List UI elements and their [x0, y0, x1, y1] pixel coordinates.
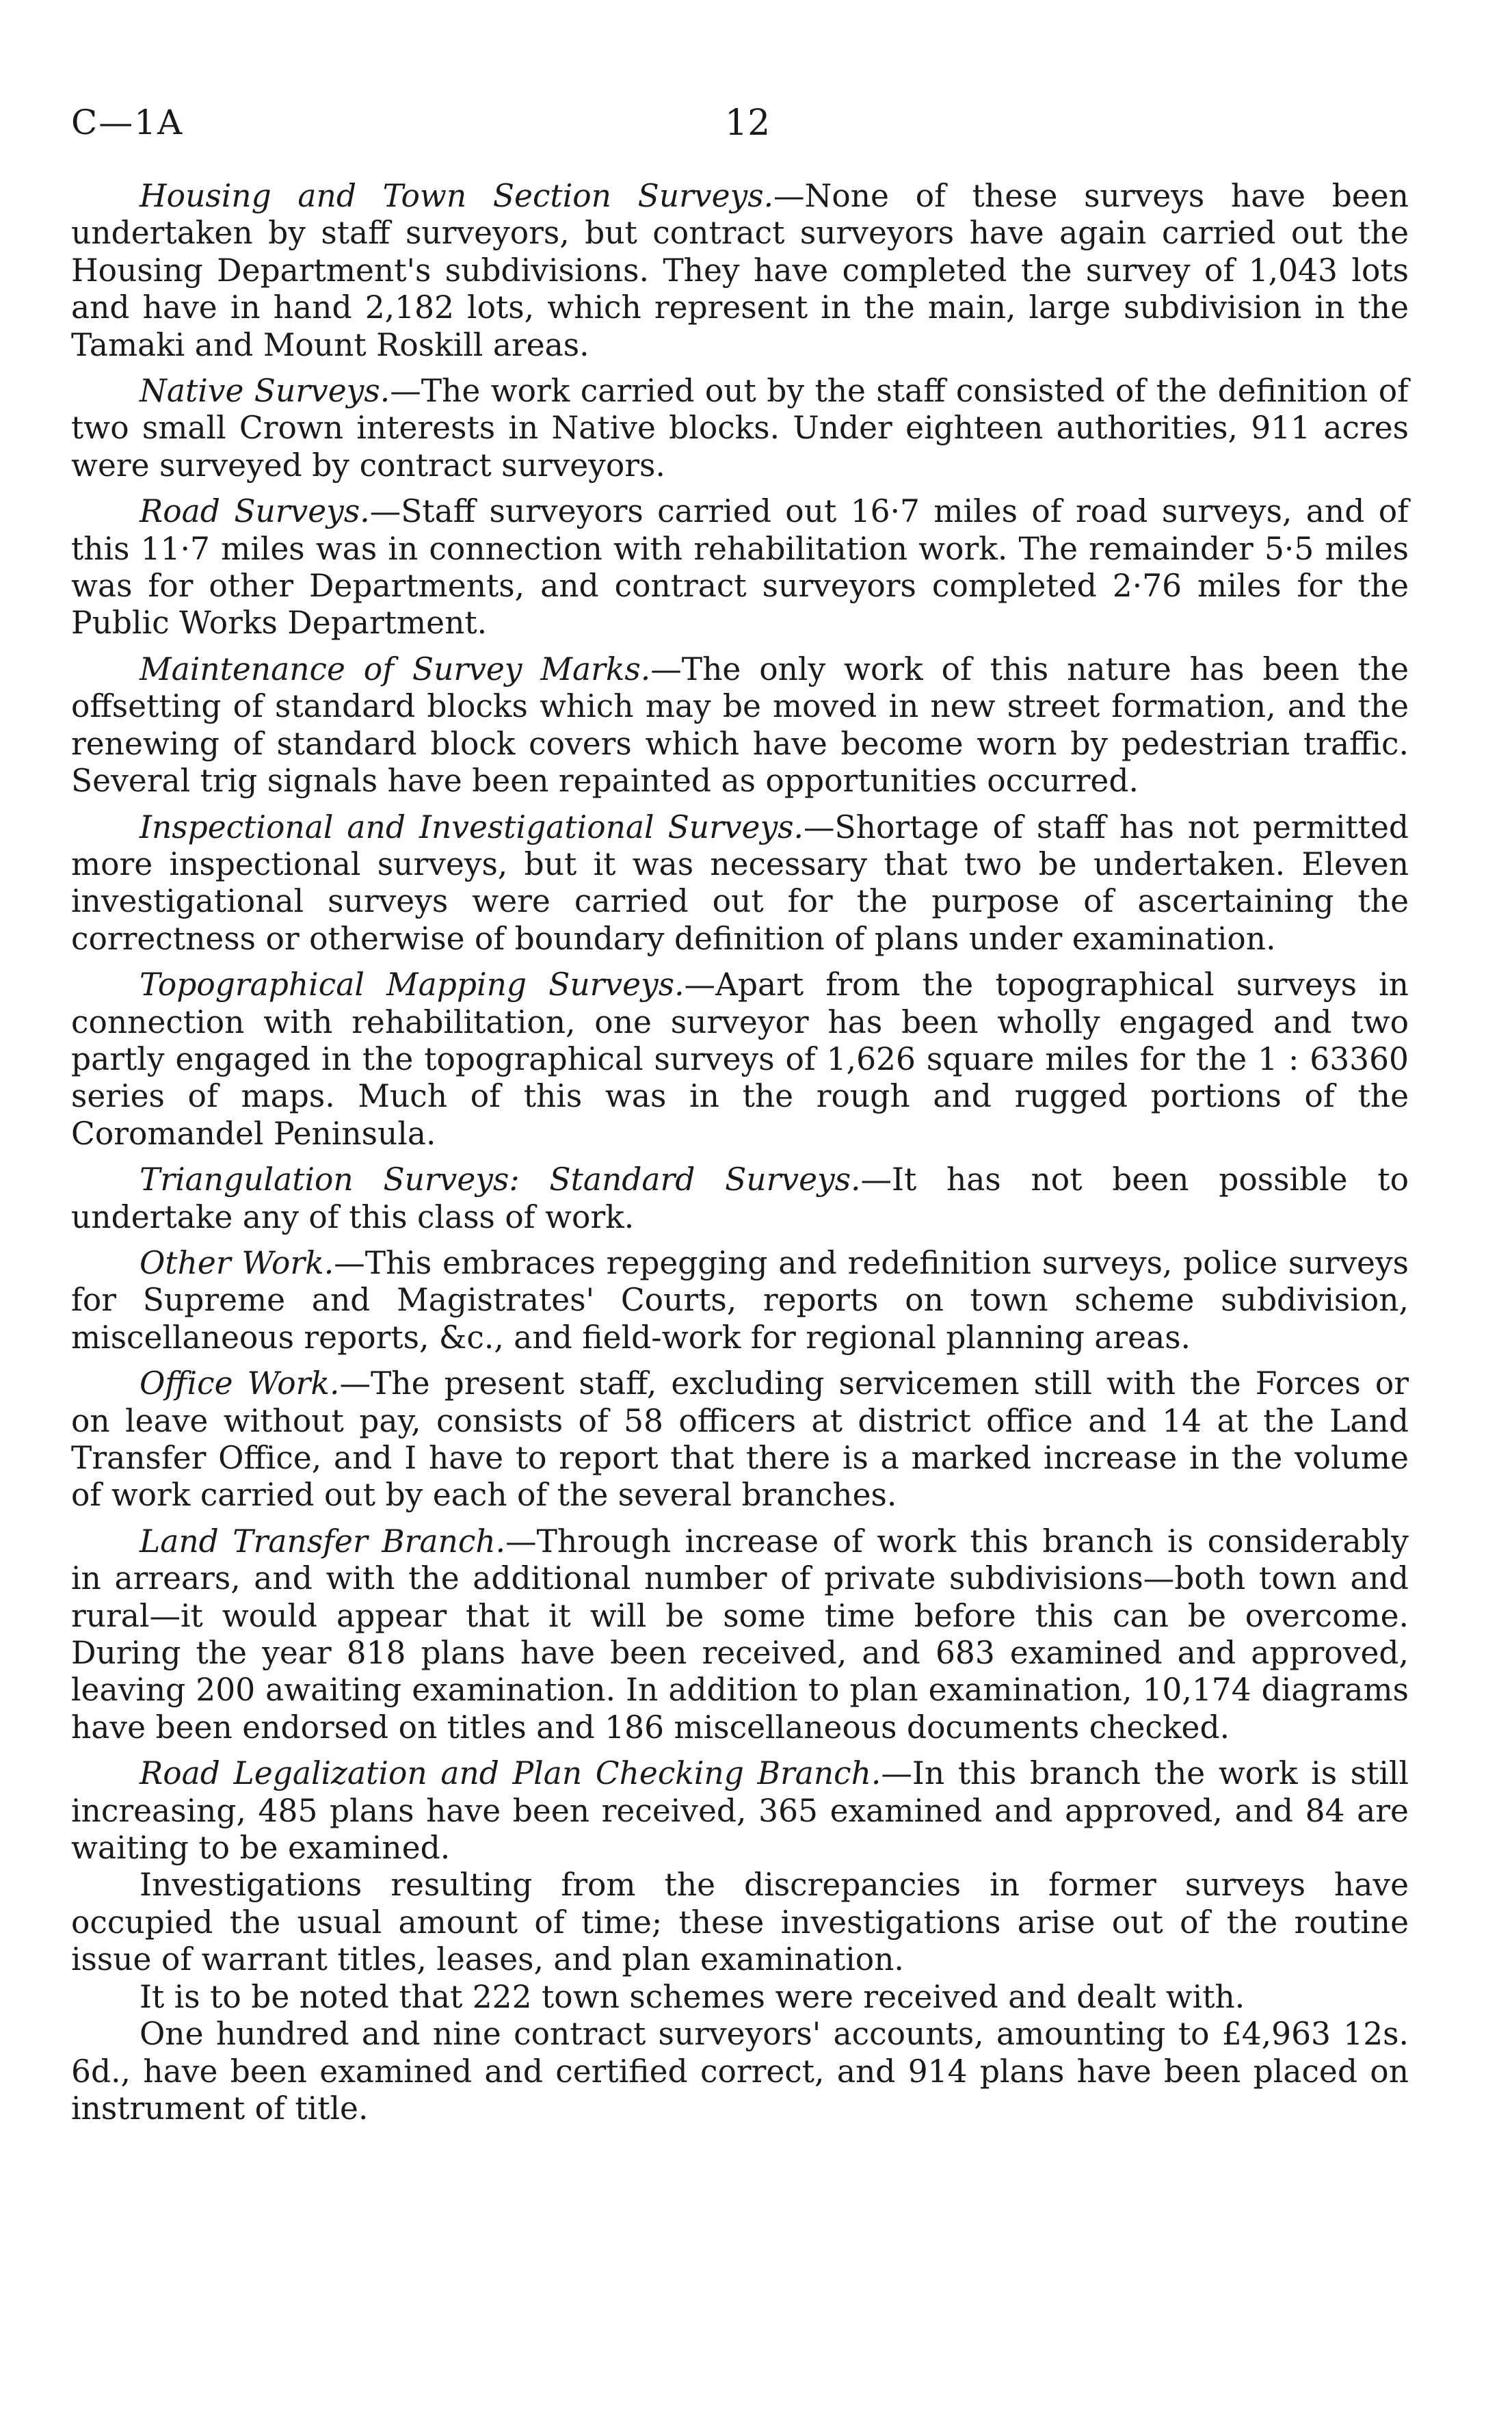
paragraph-heading: Maintenance of Survey Marks.	[140, 651, 651, 687]
paragraph-triangulation-surveys	[71, 1161, 1409, 1236]
paragraph-heading: Housing and Town Section Surveys.	[140, 178, 774, 214]
paragraph-native-surveys	[71, 373, 1409, 484]
paragraph-contract-accounts	[71, 2016, 1409, 2127]
paragraph-text: —It has not been possible to undertake any of this class of work.	[71, 1161, 1409, 1235]
paragraph-investigations	[71, 1867, 1409, 1978]
paragraph-heading: Triangulation Surveys: Standard Surveys.	[140, 1161, 861, 1198]
page-header	[71, 103, 1409, 178]
paragraph-text: —In this branch the work is still increasing, 485 plans have been received, 365 examined and approved, and 84 are waiting to be examined.	[71, 1755, 1409, 1867]
page-number: 12	[725, 103, 771, 144]
paragraph-road-surveys	[71, 493, 1409, 642]
paragraph-heading: Topographical Mapping Surveys.	[140, 967, 685, 1003]
paragraph-housing-surveys	[71, 178, 1409, 364]
paragraph-text: —Shortage of staff has not permitted more inspectional surveys, but it was necessary that two be undertaken. Eleven investigational surveys were carried out for the purpose of ascertaining the correctness or otherwise of boundary definition of plans under examination.	[71, 809, 1409, 957]
paragraph-office-work	[71, 1365, 1409, 1514]
paragraph-heading: Inspectional and Investigational Surveys.	[140, 809, 804, 845]
paragraph-heading: Other Work.	[140, 1244, 334, 1281]
body-text	[71, 178, 1409, 2127]
paragraph-text: —The present staff, excluding servicemen still with the Forces or on leave without pay, consists of 58 officers at district office and 14 at the Land Transfer Office, and I have to report that there is a marked increase in the volume of work carried out by each of the several branches.	[71, 1365, 1409, 1514]
paragraph-text: —The only work of this nature has been the offsetting of standard blocks which may be moved in new street formation, and the renewing of standard block covers which have become worn by pedestrian traffic. Several trig signals have been repainted as opportunities occurred.	[71, 651, 1409, 800]
paragraph-text: —The work carried out by the staff consisted of the definition of two small Crown interests in Native blocks. Under eighteen authorities, 911 acres were surveyed by contract surveyors.	[71, 373, 1409, 484]
paragraph-text: —Staff surveyors carried out 16·7 miles of road surveys, and of this 11·7 miles was in connection with rehabilitation work. The remainder 5·5 miles was for other Departments, and contract surveyors completed 2·76 miles for the Public Works Department.	[71, 493, 1409, 642]
paragraph-heading: Road Surveys.	[140, 493, 370, 530]
paragraph-text: —Through increase of work this branch is considerably in arrears, and with the additional number of private subdivisions—both town and rural—it would appear that it will be some time before this can be overcome. During the year 818 plans have been received, and 683 examined and approved, leaving 200 awaiting examination. In addition to plan examination, 10,174 diagrams have been endorsed on titles and 186 miscellaneous documents checked.	[71, 1523, 1409, 1746]
document-page	[71, 103, 1409, 2127]
paragraph-inspectional-surveys	[71, 809, 1409, 958]
paragraph-text: —This embraces repegging and redefinition surveys, police surveys for Supreme and Magistrates' Courts, reports on town scheme subdivision, miscellaneous reports, &c., and field-work for regional planning areas.	[71, 1244, 1409, 1356]
paragraph-land-transfer-branch	[71, 1523, 1409, 1746]
paragraph-other-work	[71, 1245, 1409, 1356]
paragraph-heading: Road Legalization and Plan Checking Branch.	[140, 1755, 881, 1792]
paragraph-town-schemes	[71, 1979, 1409, 2016]
paragraph-text: —Apart from the topographical surveys in connection with rehabilitation, one surveyor has been wholly engaged and two partly engaged in the topographical surveys of 1,626 square miles for the 1 : 63360 series of maps. Much of this was in the rough and rugged portions of the Coromandel Peninsula.	[71, 967, 1409, 1152]
paragraph-text: —None of these surveys have been undertaken by staff surveyors, but contract surveyors have again carried out the Housing Department's subdivisions. They have completed the survey of 1,043 lots and have in hand 2,182 lots, which represent in the main, large subdivision in the Tamaki and Mount Roskill areas.	[71, 178, 1409, 363]
paragraph-topographical-surveys	[71, 967, 1409, 1153]
paragraph-heading: Office Work.	[140, 1365, 340, 1402]
paragraph-text: One hundred and nine contract surveyors' accounts, amounting to £4,963 12s. 6d., have been examined and certified correct, and 914 plans have been placed on instrument of title.	[71, 2016, 1409, 2127]
paragraph-survey-marks	[71, 651, 1409, 800]
paragraph-text: It is to be noted that 222 town schemes were received and dealt with.	[140, 1978, 1245, 2015]
document-reference: C—1A	[71, 103, 184, 142]
paragraph-road-legalization-branch	[71, 1755, 1409, 1867]
paragraph-heading: Native Surveys.	[140, 373, 390, 410]
paragraph-heading: Land Transfer Branch.	[140, 1523, 506, 1560]
paragraph-text: Investigations resulting from the discrepancies in former surveys have occupied the usual amount of time; these investigations arise out of the routine issue of warrant titles, leases, and plan examination.	[71, 1867, 1409, 1978]
